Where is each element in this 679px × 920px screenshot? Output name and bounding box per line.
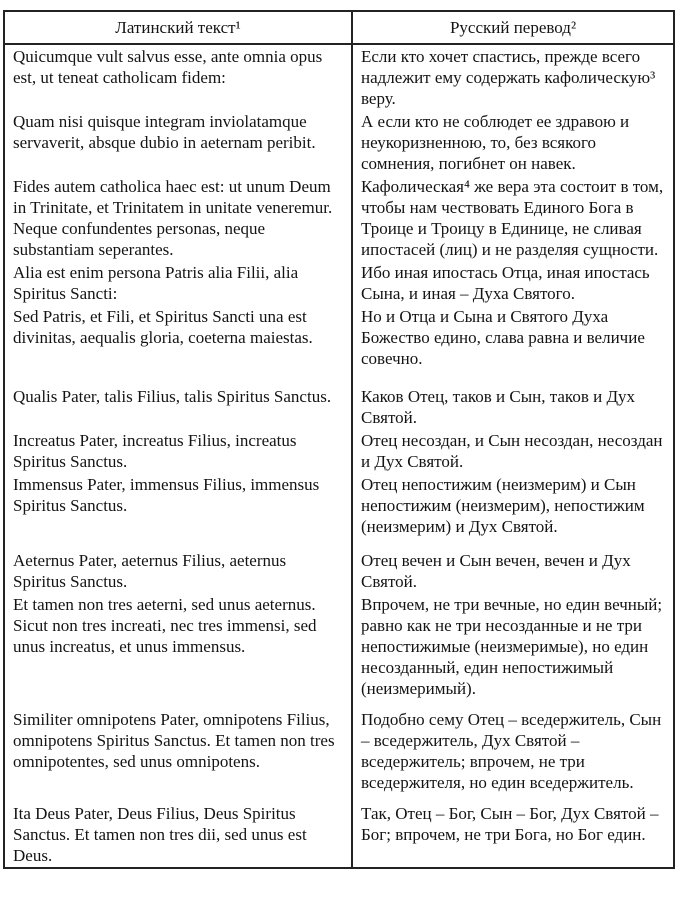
table-row — [4, 261, 674, 305]
table-row — [4, 370, 674, 429]
russian-cell: Каков Отец, таков и Сын, таков и Дух Святой. — [361, 387, 636, 427]
table-row — [4, 429, 674, 473]
table-row — [4, 794, 674, 868]
russian-cell: Отец несоздан, и Сын несоздан, несоздан и Дух Святой. — [361, 431, 663, 471]
table-row — [4, 44, 674, 110]
table-row — [4, 110, 674, 175]
russian-column-header: Русский перевод² — [352, 11, 674, 44]
latin-cell: Quicumque vult salvus esse, ante omnia opus est, ut teneat catholicam fidem: — [4, 44, 352, 110]
latin-cell: Quam nisi quisque integram inviolatamque servaverit, absque dubio in aeternam peribit. — [4, 110, 352, 175]
table-row — [4, 700, 674, 794]
table-row — [4, 305, 674, 370]
table-header — [4, 11, 674, 44]
latin-cell: Fides autem catholica haec est: ut unum Deum in Trinitate, et Trinitatem in unitate veneremur. Neque confundentes personas, neque substantiam seperantes. — [4, 175, 352, 261]
russian-cell: Так, Отец – Бог, Сын – Бог, Дух Святой – Бог; впрочем, не три Бога, но Бог един. — [361, 804, 659, 844]
russian-cell: Ибо иная ипостась Отца, иная ипостась Сына, и иная – Духа Святого. — [361, 263, 650, 303]
creed-translation-table — [3, 10, 675, 869]
latin-cell: Similiter omnipotens Pater, omnipotens Filius, omnipotens Spiritus Sanctus. Et tamen non tres omnipotentes, sed unus omnipotens. — [4, 700, 352, 794]
russian-cell: Отец непостижим (неизмерим) и Сын непостижим (неизмерим), непостижим (неизмерим) и Дух Святой. — [361, 475, 645, 536]
table-body — [4, 44, 674, 868]
table-row — [4, 538, 674, 593]
russian-cell: Если кто хочет спастись, прежде всего надлежит ему содержать кафолическую³ веру. — [361, 47, 656, 108]
russian-cell: Подобно сему Отец – вседержитель, Сын – вседержитель, Дух Святой – вседержитель; впрочем, не три вседержителя, но един вседержитель. — [361, 710, 662, 792]
russian-cell: Но и Отца и Сына и Святого Духа Божество едино, слава равна и величие совечно. — [361, 307, 645, 368]
russian-cell: Отец вечен и Сын вечен, вечен и Дух Святой. — [361, 551, 631, 591]
latin-cell: Et tamen non tres aeterni, sed unus aeternus. Sicut non tres increati, nec tres immensi, sed unus increatus, et unus immensus. — [4, 593, 352, 700]
latin-column-header: Латинский текст¹ — [4, 11, 352, 44]
latin-cell: Qualis Pater, talis Filius, talis Spiritus Sanctus. — [4, 370, 352, 429]
latin-cell: Immensus Pater, immensus Filius, immensus Spiritus Sanctus. — [4, 473, 352, 538]
table-row — [4, 473, 674, 538]
latin-cell: Sed Patris, et Fili, et Spiritus Sancti una est divinitas, aequalis gloria, coeterna maiestas. — [4, 305, 352, 370]
table-row — [4, 593, 674, 700]
latin-cell: Increatus Pater, increatus Filius, increatus Spiritus Sanctus. — [4, 429, 352, 473]
latin-cell: Aeternus Pater, aeternus Filius, aeternus Spiritus Sanctus. — [4, 538, 352, 593]
latin-cell: Ita Deus Pater, Deus Filius, Deus Spiritus Sanctus. Et tamen non tres dii, sed unus est Deus. — [4, 794, 352, 868]
russian-cell: Впрочем, не три вечные, но един вечный; равно как не три несозданные и не три непостижимые (неизмеримые), но един несозданный, един непостижимый (неизмеримый). — [361, 595, 663, 698]
latin-cell: Alia est enim persona Patris alia Filii, alia Spiritus Sancti: — [4, 261, 352, 305]
russian-cell: Кафолическая⁴ же вера эта состоит в том, чтобы нам чествовать Единого Бога в Троице и Троицу в Единице, не сливая ипостасей (лиц) и не разделяя сущности. — [361, 177, 664, 259]
table-row — [4, 175, 674, 261]
russian-cell: А если кто не соблюдет ее здравою и неукоризненною, то, без всякого сомнения, погибнет он навек. — [361, 112, 630, 173]
header-row — [4, 11, 674, 44]
